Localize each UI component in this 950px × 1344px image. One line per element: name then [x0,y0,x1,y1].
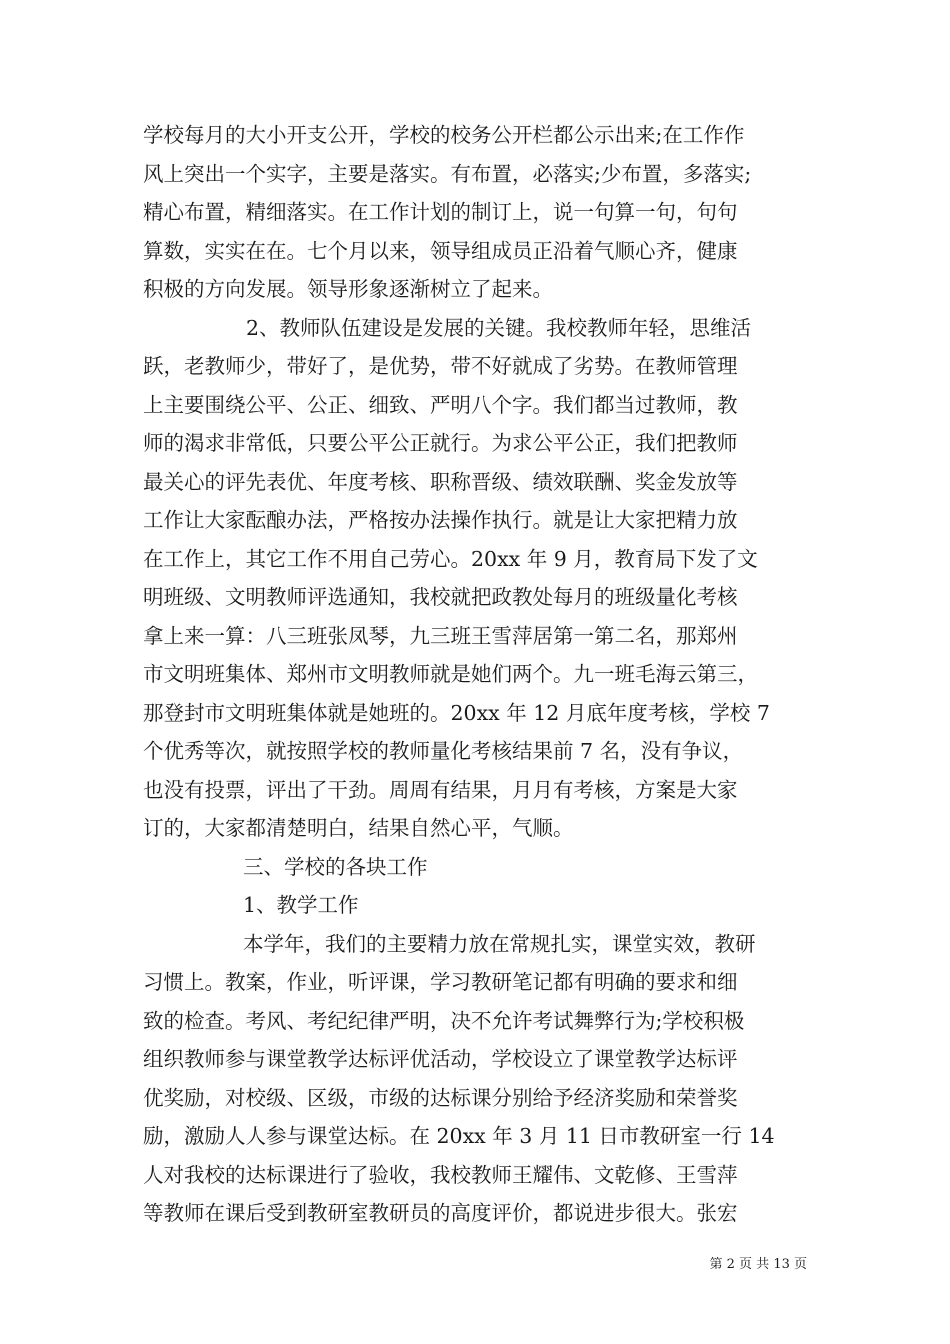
text-line: 师的渴求非常低，只要公平公正就行。为求公平公正，我们把教师 [143,431,738,455]
text-line: 致的检查。考风、考纪纪律严明，决不允许考试舞弊行为;学校积极 [143,1008,745,1033]
text-line: 个优秀等次，就按照学校的教师量化考核结果前 7 名，没有争议， [143,739,744,763]
document-body [143,116,823,1233]
text-line: 人对我校的达标课进行了验收，我校教师王耀伟、文乾修、王雪萍 [143,1162,738,1187]
subsection-heading: 1、教学工作 [243,893,359,917]
text-line: 积极的方向发展。领导形象逐渐树立了起来。 [143,277,553,301]
text-line: 等教师在课后受到教研室教研员的高度评价，都说进步很大。张宏 [143,1201,738,1225]
text-line: 工作让大家酝酿办法，严格按办法操作执行。就是让大家把精力放 [143,508,738,532]
text-line: 2、教师队伍建设是发展的关键。我校教师年轻，思维活 [246,315,752,340]
text-line: 习惯上。教案，作业，听评课，学习教研笔记都有明确的要求和细 [143,970,738,994]
text-line: 明班级、文明教师评选通知，我校就把政教处每月的班级量化考核 [143,585,738,609]
text-line: 上主要围绕公平、公正、细致、严明八个字。我们都当过教师，教 [143,392,738,417]
text-line: 订的，大家都清楚明白，结果自然心平，气顺。 [143,816,574,840]
text-line: 拿上来一算：八三班张凤琴，九三班王雪萍居第一第二名，那郑州 [143,623,738,648]
text-line: 算数，实实在在。七个月以来，领导组成员正沿着气顺心齐，健康 [143,238,738,263]
page-number-footer: 第 2 页 共 13 页 [709,1257,807,1272]
text-line: 在工作上，其它工作不用自己劳心。20xx 年 9 月，教育局下发了文 [143,546,758,571]
text-line: 学校每月的大小开支公开，学校的校务公开栏都公示出来;在工作作 [143,123,745,147]
section-heading: 三、学校的各块工作 [243,854,428,879]
text-line: 本学年，我们的主要精力放在常规扎实，课堂实效，教研 [243,931,756,956]
text-line: 那登封市文明班集体就是她班的。20xx 年 12 月底年度考核，学校 7 [143,700,770,725]
text-line: 跃，老教师少，带好了，是优势，带不好就成了劣势。在教师管理 [143,354,738,378]
text-line: 励，激励人人参与课堂达标。在 20xx 年 3 月 11 日市教研室一行 14 [143,1124,775,1148]
text-line: 优奖励，对校级、区级，市级的达标课分别给予经济奖励和荣誉奖 [143,1085,738,1110]
text-line: 也没有投票，评出了干劲。周周有结果，月月有考核，方案是大家 [143,777,738,802]
text-line: 精心布置，精细落实。在工作计划的制订上，说一句算一句，句句 [143,200,738,224]
text-line: 风上突出一个实字，主要是落实。有布置，必落实;少布置，多落实; [143,161,752,186]
text-line: 组织教师参与课堂教学达标评优活动，学校设立了课堂教学达标评 [143,1047,738,1071]
text-line: 市文明班集体、郑州市文明教师就是她们两个。九一班毛海云第三， [143,662,758,686]
text-line: 最关心的评先表优、年度考核、职称晋级、绩效联酬、奖金发放等 [143,469,738,494]
